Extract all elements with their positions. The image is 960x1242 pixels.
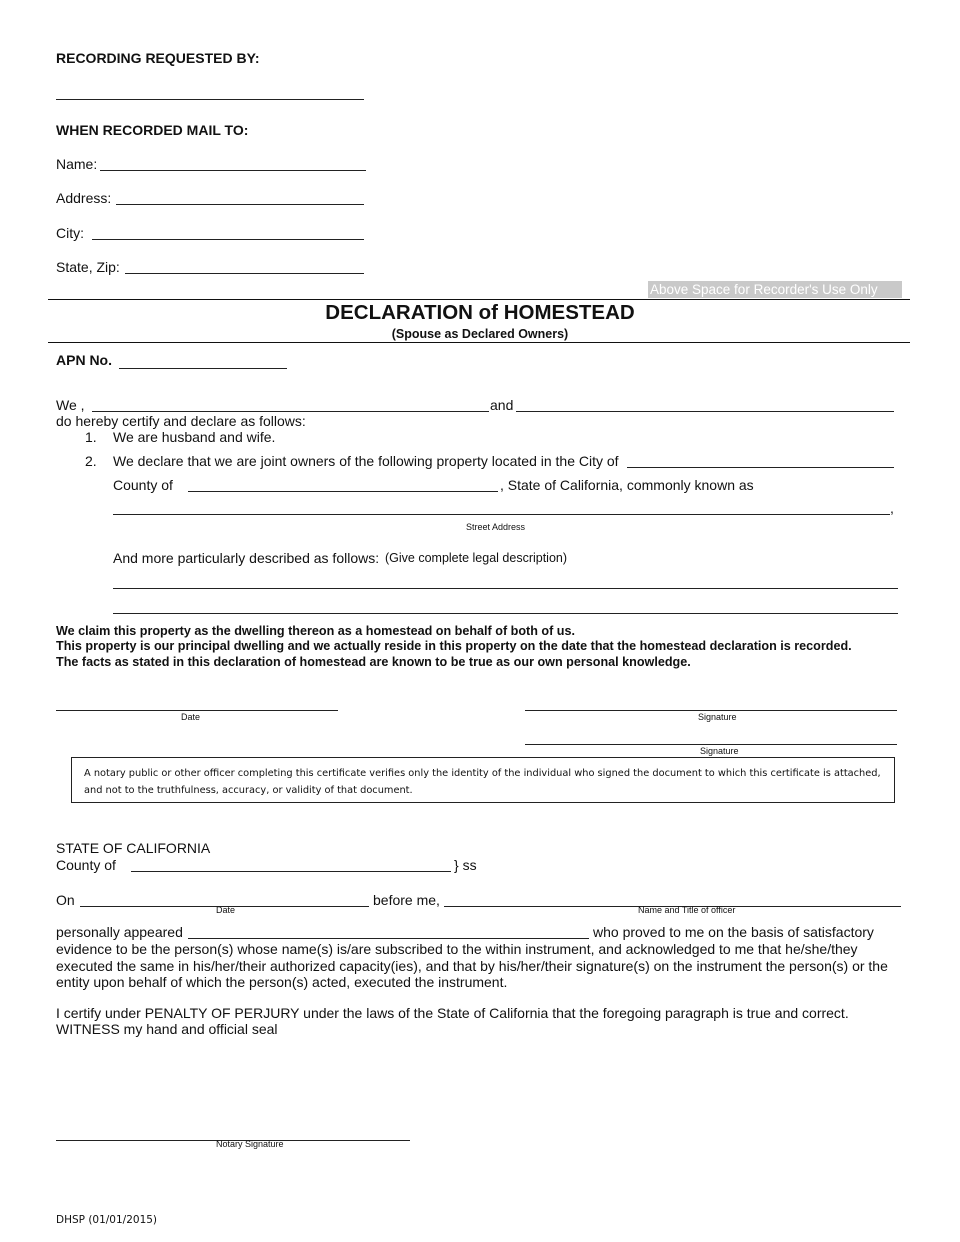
claim-line-1: We claim this property as the dwelling thereon as a homestead on behalf of both of us. <box>56 624 575 638</box>
mail-city-label: City: <box>56 225 84 241</box>
claim-line-3: The facts as stated in this declaration of homestead are known to be true as our own personal knowledge. <box>56 655 691 669</box>
we-label: We , <box>56 397 85 413</box>
mail-name-field[interactable] <box>100 170 366 171</box>
mail-state-zip-field[interactable] <box>125 273 364 274</box>
when-recorded-mail-to-label: WHEN RECORDED MAIL TO: <box>56 122 249 138</box>
item-1-number: 1. <box>85 429 97 445</box>
legal-description-field-2[interactable] <box>113 613 898 614</box>
perjury-statement: I certify under PENALTY OF PERJURY under the laws of the State of California that the foregoing paragraph is true and correct. <box>56 1005 849 1021</box>
notary-signature-caption: Notary Signature <box>216 1139 284 1149</box>
mail-name-label: Name: <box>56 156 98 172</box>
notary-notice-text: A notary public or other officer completing this certificate verifies only the identity of the individual who signed the document to which this certificate is attached, and not to the truthfulness, accuracy, or validity of that document. <box>84 768 881 796</box>
personally-appeared-label: personally appeared <box>56 924 183 940</box>
claim-line-2: This property is our principal dwelling and we actually reside in this property on the date that the homestead declaration is recorded. <box>56 639 852 653</box>
legal-description-field-1[interactable] <box>113 588 898 589</box>
notary-notice-box <box>71 757 895 803</box>
declaration-date-field[interactable] <box>56 710 338 711</box>
apn-field[interactable] <box>119 368 287 369</box>
form-code: DHSP (01/01/2015) <box>56 1214 158 1226</box>
item-1-text: We are husband and wife. <box>113 429 276 445</box>
apn-label: APN No. <box>56 352 112 368</box>
ss-label: } ss <box>454 857 477 873</box>
item-2-text: We declare that we are joint owners of the following property located in the City of <box>113 453 619 469</box>
title-divider <box>48 342 910 343</box>
recorder-use-banner: Above Space for Recorder's Use Only <box>648 281 902 298</box>
legal-description-label: And more particularly described as follows: <box>113 550 380 566</box>
and-label: and <box>490 397 514 413</box>
county-label: County of <box>113 477 173 493</box>
signature-field-1[interactable] <box>525 710 897 711</box>
spouse-1-name-field[interactable] <box>92 411 489 412</box>
state-of-california: STATE OF CALIFORNIA <box>56 840 211 856</box>
recording-requested-by-field[interactable] <box>56 99 364 100</box>
document-title: DECLARATION of HOMESTEAD <box>325 301 635 324</box>
property-city-field[interactable] <box>627 467 894 468</box>
recording-requested-by-label: RECORDING REQUESTED BY: <box>56 50 260 66</box>
mail-state-zip-label: State, Zip: <box>56 259 120 275</box>
before-me-label: before me, <box>373 892 440 908</box>
who-proved-text: who proved to me on the basis of satisfactory <box>593 924 874 940</box>
street-address-field[interactable] <box>113 514 890 515</box>
spouse-2-name-field[interactable] <box>516 411 894 412</box>
officer-caption: Name and Title of officer <box>638 905 736 915</box>
document-subtitle: (Spouse as Declared Owners) <box>391 327 569 341</box>
legal-description-hint: (Give complete legal description) <box>385 551 568 565</box>
signature-field-2[interactable] <box>525 744 897 745</box>
ack-county-field[interactable] <box>131 871 451 872</box>
signature-caption-1: Signature <box>698 712 737 722</box>
signature-caption-2: Signature <box>700 746 739 756</box>
mail-address-field[interactable] <box>116 204 364 205</box>
item-2-number: 2. <box>85 453 97 469</box>
on-label: On <box>56 892 75 908</box>
property-county-field[interactable] <box>188 491 498 492</box>
witness-statement: WITNESS my hand and official seal <box>56 1021 278 1037</box>
mail-city-field[interactable] <box>92 239 364 240</box>
date-caption: Date <box>181 712 201 722</box>
mail-address-label: Address: <box>56 190 112 206</box>
certify-text: do hereby certify and declare as follows: <box>56 413 306 429</box>
recorder-space-divider <box>48 299 910 300</box>
ack-county-label: County of <box>56 857 116 873</box>
ack-date-caption: Date <box>216 905 236 915</box>
acknowledgment-body: evidence to be the person(s) whose name(s) is/are subscribed to the within instrument, and acknowledged to me that he/she/they executed the same in his/her/their authorized capacity(ies), and that by his/her/their signature(s) on the instrument the person(s) or the entity upon behalf of which the person(s) acted, executed the instrument. <box>56 941 888 990</box>
personally-appeared-field[interactable] <box>188 938 589 939</box>
street-address-caption: Street Address <box>466 522 526 532</box>
state-known-as-text: , State of California, commonly known as <box>500 477 754 493</box>
